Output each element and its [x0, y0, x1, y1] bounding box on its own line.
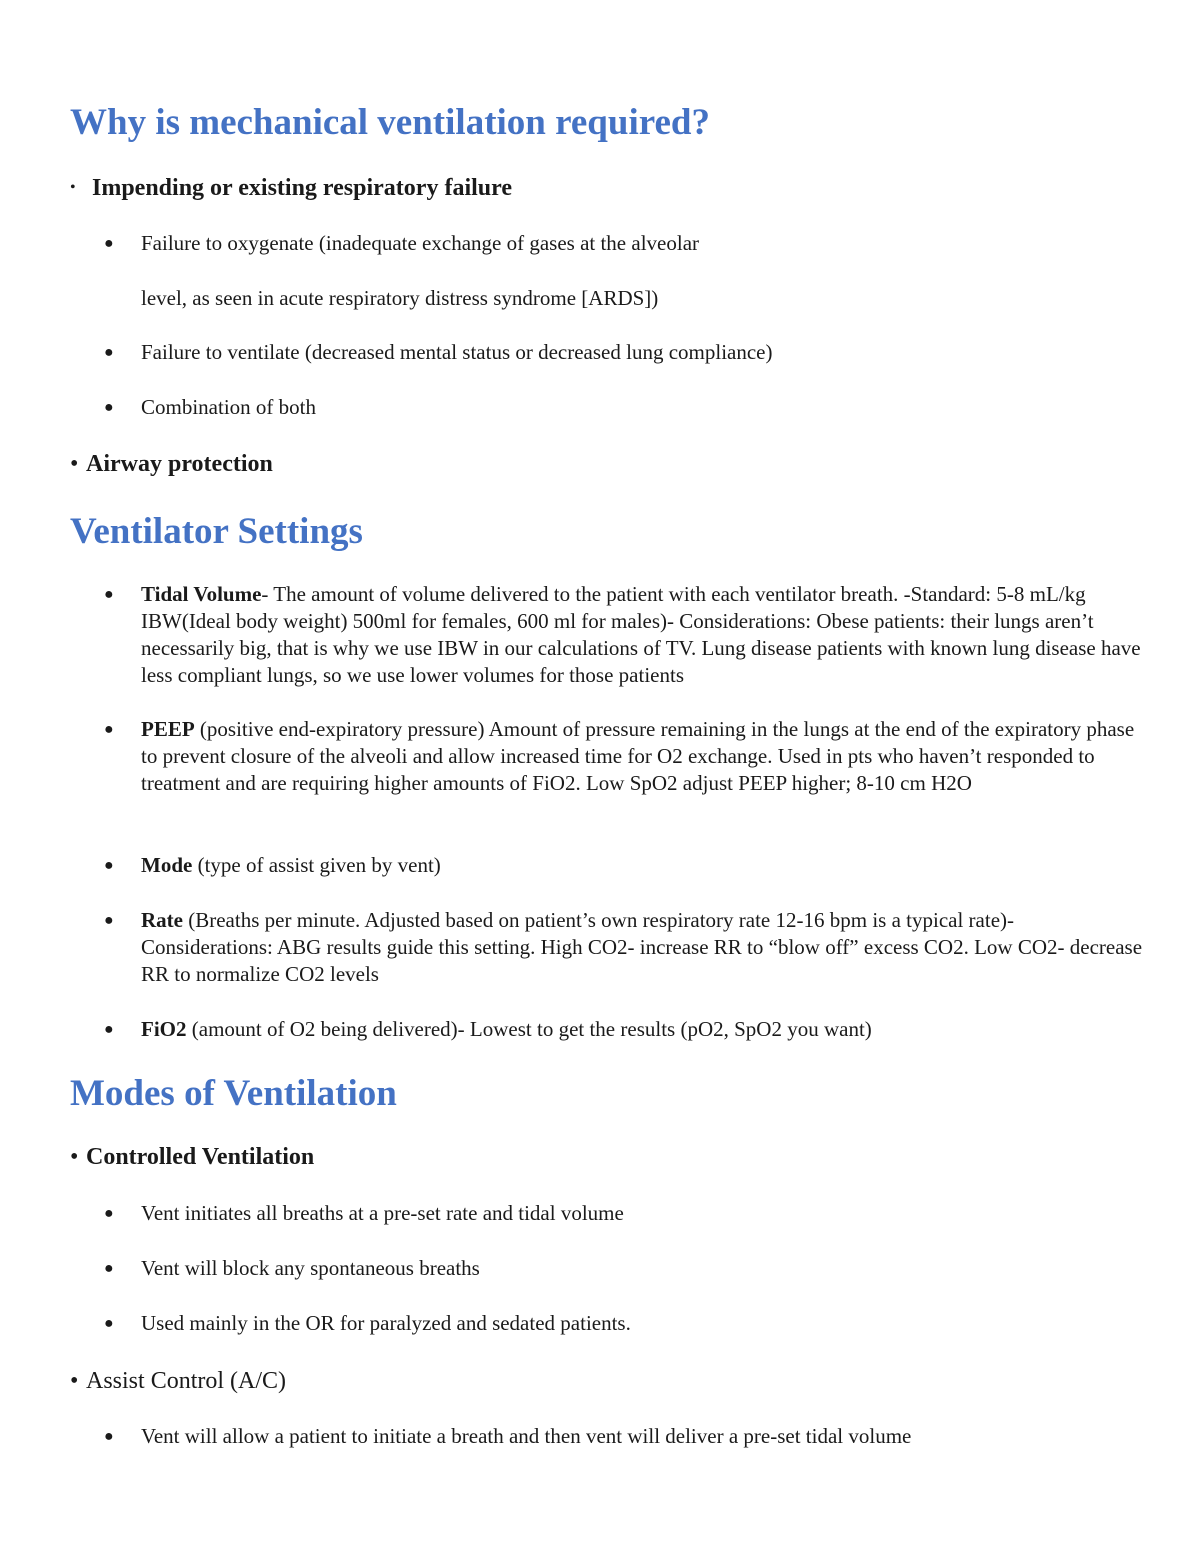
bullet-text: Impending or existing respiratory failure [92, 175, 512, 201]
setting-peep [104, 716, 1144, 797]
list-item [104, 1426, 911, 1447]
list-item [104, 342, 773, 363]
bullet-respiratory-failure [70, 176, 512, 200]
list-item [104, 397, 316, 418]
bullet-icon: ● [104, 1021, 114, 1038]
bullet-text: Controlled Ventilation [86, 1144, 315, 1170]
setting-description: - The amount of volume delivered to the patient with each ventilator breath. -Standard: 5-8 mL/kg IBW(Ideal body weight) 500ml for females, 600 ml for males)- Considerations: Obese patients: their lungs aren’t necessarily big, that is why we use IBW in our calculations of TV. Lung disease patients with known lung disease have less compliant lungs, so we use lower volumes for those patients [141, 582, 1141, 687]
list-item-text: Used mainly in the OR for paralyzed and sedated patients. [141, 1311, 631, 1335]
setting-description: (amount of O2 being delivered)- Lowest to get the results (pO2, SpO2 you want) [186, 1017, 872, 1041]
setting-description: (type of assist given by vent) [192, 853, 441, 877]
list-item-text: Vent will block any spontaneous breaths [141, 1256, 480, 1280]
bullet-icon: ● [104, 857, 114, 874]
bullet-icon: ● [104, 586, 114, 603]
bullet-text: Assist Control (A/C) [86, 1368, 287, 1394]
list-item-text: Vent initiates all breaths at a pre-set rate and tidal volume [141, 1201, 624, 1225]
bullet-icon: ● [104, 344, 114, 361]
setting-description: (positive end-expiratory pressure) Amount of pressure remaining in the lungs at the end of the expiratory phase to prevent closure of the alveoli and allow increased time for O2 exchange. Used in pts who haven’t responded to treatment and are requiring higher amounts of FiO2. Low SpO2 adjust PEEP higher; 8-10 cm H2O [141, 717, 1135, 795]
setting-term: FiO2 [141, 1017, 187, 1041]
setting-term: PEEP [141, 717, 195, 741]
heading-why-ventilation: Why is mechanical ventilation required? [70, 102, 710, 143]
bullet-icon: • [70, 1368, 79, 1394]
list-item-text: Combination of both [141, 395, 316, 419]
list-item-continuation: level, as seen in acute respiratory distress syndrome [ARDS]) [141, 286, 659, 310]
bullet-icon: ● [104, 912, 114, 929]
list-item [104, 1203, 624, 1224]
setting-description: (Breaths per minute. Adjusted based on patient’s own respiratory rate 12-16 bpm is a typical rate)- Considerations: ABG results guide this setting. High CO2- increase RR to “blow off” excess CO2. Low CO2- decrease RR to normalize CO2 levels [141, 908, 1143, 986]
setting-term: Tidal Volume [141, 582, 262, 606]
bullet-assist-control [70, 1369, 286, 1393]
bullet-airway-protection [70, 452, 273, 476]
setting-tidal-volume [104, 581, 1144, 689]
list-item-text: Vent will allow a patient to initiate a breath and then vent will deliver a pre-set tidal volume [141, 1424, 912, 1448]
list-item-text: Failure to oxygenate (inadequate exchange of gases at the alveolar [141, 231, 700, 255]
setting-rate [104, 907, 1144, 988]
bullet-icon: ● [104, 399, 114, 416]
list-item-text: Failure to ventilate (decreased mental status or decreased lung compliance) [141, 340, 773, 364]
bullet-text: Airway protection [86, 451, 273, 477]
bullet-icon: ● [104, 1260, 114, 1277]
bullet-controlled-ventilation [70, 1145, 314, 1169]
heading-modes-of-ventilation: Modes of Ventilation [70, 1073, 397, 1114]
bullet-icon: • [70, 451, 79, 477]
heading-ventilator-settings: Ventilator Settings [70, 511, 363, 552]
bullet-icon: • [70, 1144, 79, 1170]
setting-fio2 [104, 1016, 1144, 1043]
bullet-icon: ● [104, 721, 114, 738]
setting-term: Rate [141, 908, 183, 932]
setting-term: Mode [141, 853, 193, 877]
bullet-icon: • [70, 179, 76, 196]
bullet-icon: ● [104, 1205, 114, 1222]
bullet-icon: ● [104, 1315, 114, 1332]
list-item [104, 1258, 480, 1279]
bullet-icon: ● [104, 1428, 114, 1445]
list-item [104, 1313, 631, 1334]
list-item [104, 233, 699, 254]
setting-mode [104, 852, 1144, 879]
bullet-icon: ● [104, 235, 114, 252]
